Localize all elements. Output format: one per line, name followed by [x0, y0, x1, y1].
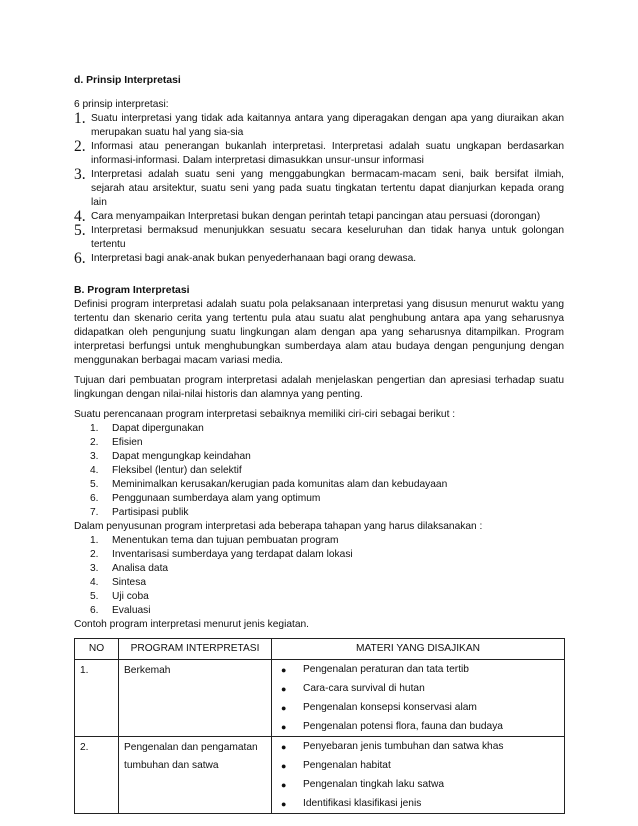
definition-paragraph: Definisi program interpretasi adalah suatu pola pelaksanaan interpretasi yang disusun menurut waktu yang tertentu dan skenario cerita yang tertentu pula atau suatu alat penghubung antara apa yang seharusnya didapatkan oleh pengunjung suatu lingkungan alam dengan apa yang seharusnya ditampilkan. Program interpretasi berfungsi untuk menghubungkan sumberdaya alam atau budaya dengan pengunjung dengan menggunakan berbagai macam variasi media. [74, 299, 564, 366]
principle-text: Interpretasi bagi anak-anak bukan penyederhanaan bagi orang dewasa. [91, 253, 417, 264]
item-number: 6. [90, 493, 99, 504]
item-text: Partisipasi publik [112, 507, 189, 518]
item-text: Dapat dipergunakan [112, 423, 204, 434]
item-text: Efisien [112, 437, 143, 448]
principle-item [74, 168, 564, 210]
materi-text: Cara-cara survival di hutan [303, 683, 425, 694]
materi-text: Penyebaran jenis tumbuhan dan satwa khas [303, 741, 504, 752]
list-item [74, 450, 564, 464]
stages-list [74, 534, 564, 618]
principle-number: 5. [74, 222, 86, 239]
item-text: Dapat mengungkap keindahan [112, 451, 251, 462]
materi-item [272, 679, 564, 698]
item-text: Analisa data [112, 563, 169, 574]
item-number: 3. [90, 563, 99, 574]
list-item [74, 548, 564, 562]
bullet-icon: ● [281, 703, 287, 713]
principle-number: 3. [74, 166, 86, 183]
item-text: Menentukan tema dan tujuan pembuatan program [112, 535, 339, 546]
item-text: Sintesa [112, 577, 146, 588]
bullet-icon: ● [281, 684, 287, 694]
section-b-heading: B. Program Interpretasi [74, 285, 190, 296]
bullet-icon: ● [281, 761, 287, 771]
item-number: 2. [90, 549, 99, 560]
item-text: Inventarisasi sumberdaya yang terdapat dalam lokasi [112, 549, 353, 560]
principle-item [74, 112, 564, 140]
materi-text: Pengenalan potensi flora, fauna dan budaya [303, 721, 503, 732]
principle-text: Suatu interpretasi yang tidak ada kaitannya antara yang diperagakan dengan apa yang diuraikan akan merupakan suatu hal yang sia-sia [91, 113, 564, 138]
item-number: 5. [90, 591, 99, 602]
principle-text: Interpretasi adalah suatu seni yang menggabungkan bermacam-macam seni, baik bersifat ilmiah, sejarah atau arsitektur, suatu seni yang pada suatu tingkatan tertentu dapat dianjurkan kepada orang lain [91, 169, 564, 208]
list-item [74, 464, 564, 478]
item-number: 4. [90, 577, 99, 588]
materi-item [272, 660, 564, 679]
principle-text: Interpretasi bermaksud menunjukkan sesuatu secara keseluruhan dan tidak hanya untuk golongan tertentu [91, 225, 564, 250]
table-row [75, 737, 565, 814]
principles-list [74, 112, 564, 266]
section-d-heading: d. Prinsip Interpretasi [74, 75, 181, 86]
bullet-icon: ● [281, 780, 287, 790]
item-text: Fleksibel (lentur) dan selektif [112, 465, 242, 476]
list-item [74, 562, 564, 576]
item-number: 4. [90, 465, 99, 476]
item-text: Uji coba [112, 591, 149, 602]
example-intro: Contoh program interpretasi menurut jenis kegiatan. [74, 619, 310, 630]
list-item [74, 506, 564, 520]
bullet-icon: ● [281, 742, 287, 752]
program-table [74, 638, 565, 814]
item-number: 6. [90, 605, 99, 616]
list-item [74, 492, 564, 506]
principle-number: 4. [74, 208, 86, 225]
principle-item [74, 210, 564, 224]
principle-item [74, 252, 564, 266]
item-text: Meminimalkan kerusakan/kerugian pada komunitas alam dan kebudayaan [112, 479, 448, 490]
principle-number: 6. [74, 250, 86, 267]
principle-item [74, 140, 564, 168]
list-item [74, 604, 564, 618]
materi-item [272, 698, 564, 717]
list-item [74, 478, 564, 492]
materi-item [272, 775, 564, 794]
item-number: 1. [90, 535, 99, 546]
section-d-intro: 6 prinsip interpretasi: [74, 99, 169, 110]
list-item [74, 436, 564, 450]
header-no: NO [75, 639, 119, 660]
row-materi [272, 660, 565, 737]
bullet-icon: ● [281, 665, 287, 675]
characteristics-list [74, 422, 564, 520]
principle-text: Cara menyampaikan Interpretasi bukan dengan perintah tetapi pancingan atau persuasi (dorongan) [91, 211, 541, 222]
materi-item [272, 756, 564, 775]
header-program: PROGRAM INTERPRETASI [119, 639, 272, 660]
list-item [74, 534, 564, 548]
characteristics-intro: Suatu perencanaan program interpretasi sebaiknya memiliki ciri-ciri sebagai berikut : [74, 409, 456, 420]
materi-text: Identifikasi klasifikasi jenis [303, 798, 422, 809]
stages-intro: Dalam penyusunan program interpretasi ada beberapa tahapan yang harus dilaksanakan : [74, 521, 483, 532]
item-number: 2. [90, 437, 99, 448]
row-number: 2. [75, 737, 119, 814]
header-materi: MATERI YANG DISAJIKAN [272, 639, 565, 660]
table-header-row [75, 639, 565, 660]
item-number: 3. [90, 451, 99, 462]
item-number: 1. [90, 423, 99, 434]
purpose-paragraph: Tujuan dari pembuatan program interpretasi adalah menjelaskan pengertian dan apresiasi terhadap suatu lingkungan dengan nilai-nilai historis dan alamnya yang penting. [74, 375, 564, 400]
principle-number: 1. [74, 110, 86, 127]
table-row [75, 660, 565, 737]
principle-number: 2. [74, 138, 86, 155]
list-item [74, 590, 564, 604]
row-program: Berkemah [119, 660, 272, 737]
materi-item [272, 717, 564, 736]
row-program: Pengenalan dan pengamatan tumbuhan dan satwa [119, 737, 272, 814]
materi-text: Pengenalan konsepsi konservasi alam [303, 702, 477, 713]
materi-item [272, 737, 564, 756]
row-number: 1. [75, 660, 119, 737]
principle-text: Informasi atau penerangan bukanlah interpretasi. Interpretasi adalah suatu ungkapan berdasarkan informasi-informasi. Dalam interpretasi dimasukkan unsur-unsur informasi [91, 141, 564, 166]
materi-item [272, 794, 564, 813]
principle-item [74, 224, 564, 252]
bullet-icon: ● [281, 722, 287, 732]
row-materi [272, 737, 565, 814]
materi-text: Pengenalan tingkah laku satwa [303, 779, 445, 790]
bullet-icon: ● [281, 799, 287, 809]
item-text: Penggunaan sumberdaya alam yang optimum [112, 493, 321, 504]
materi-text: Pengenalan habitat [303, 760, 391, 771]
item-number: 5. [90, 479, 99, 490]
item-number: 7. [90, 507, 99, 518]
item-text: Evaluasi [112, 605, 151, 616]
list-item [74, 422, 564, 436]
materi-text: Pengenalan peraturan dan tata tertib [303, 664, 469, 675]
list-item [74, 576, 564, 590]
